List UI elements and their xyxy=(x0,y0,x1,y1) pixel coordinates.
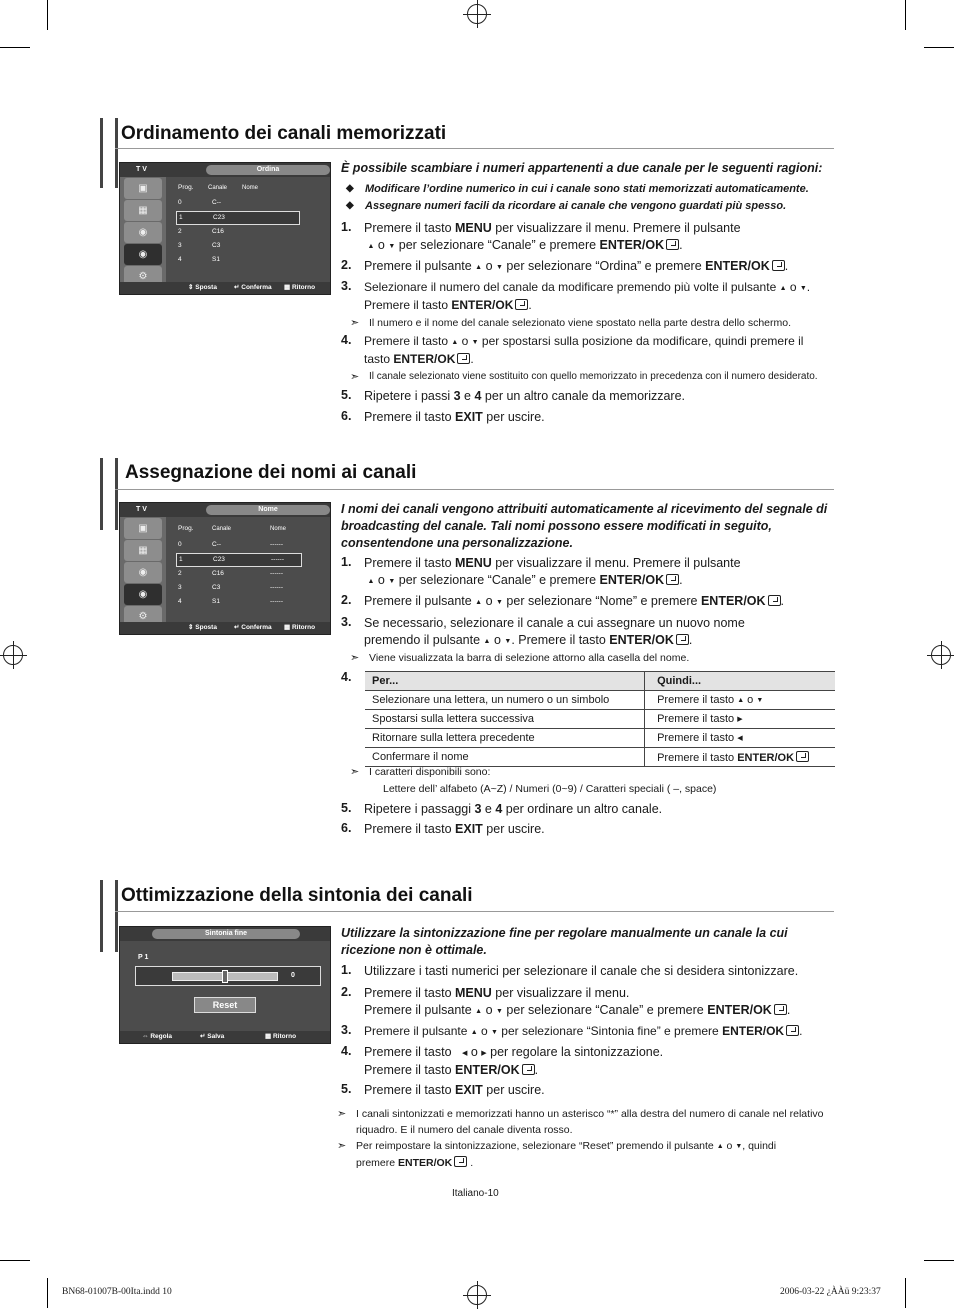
note-arrow-icon: ➣ xyxy=(350,766,360,778)
channel-menu-icon: ◉ xyxy=(124,584,162,605)
enter-icon xyxy=(457,353,470,364)
osd-sintonia-screenshot: Sintonia fine P 1 0 Reset ⇔ Regola ↵ Salva ▦ Ritorno xyxy=(119,926,331,1044)
step-2: Premere il pulsante ▲ o ▼ per selezionare “Nome” e premere ENTER/OK . xyxy=(364,593,834,611)
step-2: Premere il tasto MENU per visualizzare il menu. Premere il pulsante ▲ o ▼ per selezionare “Canale” e premere ENTER/OK . xyxy=(364,985,834,1020)
step-3: Selezionare il numero del canale da modificare premendo più volte il pulsante ▲ o ▼ . Premere il tasto ENTER/OK . xyxy=(364,279,834,314)
osd-row: 4 S1 ------ xyxy=(178,598,283,605)
registration-mark-icon xyxy=(467,1285,487,1305)
slider-handle[interactable] xyxy=(222,970,228,983)
note: ➣ Il numero e il nome del canale selezionato viene spostato nella parte destra dello schermo. xyxy=(350,317,791,329)
note-continuation: Lettere dell’ alfabeto (A~Z) / Numeri (0~9) / Caratteri speciali ( –, space) xyxy=(383,783,717,795)
enter-icon xyxy=(768,595,781,606)
osd-header: Sintonia fine xyxy=(152,929,300,939)
up-arrow-icon xyxy=(471,1024,478,1038)
step-6: Premere il tasto EXIT per uscire. xyxy=(364,410,545,424)
enter-icon xyxy=(454,1156,467,1167)
crop-mark xyxy=(0,1260,30,1261)
setup-menu-icon: ◉ xyxy=(124,562,162,583)
osd-row: 0 C-- ------ xyxy=(178,541,283,548)
registration-mark-icon xyxy=(467,4,487,24)
enter-icon xyxy=(772,260,785,271)
note: ➣ Viene visualizzata la barra di selezione attorno alla casella del nome. xyxy=(350,652,690,664)
crop-mark xyxy=(905,1278,906,1308)
table-row: Selezionare una lettera, un numero o un simbolo Premere il tasto ▲ o ▼ xyxy=(365,691,835,710)
osd-row: 2 C16 xyxy=(178,228,224,235)
step-6: Premere il tasto EXIT per uscire. xyxy=(364,822,545,836)
osd-ordina-screenshot: T V Ordina ▣ ▦ ◉ ◉ ⚙ Prog. Canale Nome 0 C-- 1 C23 2 C16 3 C3 4 S1 ⇕ Sposta ↵ Conferma ▦ Ritorno xyxy=(119,162,331,295)
table-row: Ritornare sulla lettera precedente Premere il tasto ◀ xyxy=(365,729,835,748)
enter-icon xyxy=(676,634,689,645)
note: ➣ I caratteri disponibili sono: xyxy=(350,766,491,778)
print-slug-left: BN68-01007B-00Ita.indd 10 xyxy=(62,1287,172,1297)
bullet-item: ◆ Modificare l’ordine numerico in cui i canale sono stati memorizzati automaticamente. xyxy=(365,183,809,195)
down-arrow-icon xyxy=(472,334,479,348)
osd-footer: ⇕ Sposta ↵ Conferma ▦ Ritorno xyxy=(120,282,330,294)
osd-row-selected: 1 C23 xyxy=(176,211,300,225)
step-4: Premere il tasto ◀ o ▶ per regolare la sintonizzazione. Premere il tasto ENTER/OK . xyxy=(364,1044,834,1079)
down-arrow-icon xyxy=(496,594,503,608)
section-title-ottimizzazione: Ottimizzazione della sintonia dei canali xyxy=(121,885,473,906)
crop-mark xyxy=(47,1278,48,1308)
step-1: Premere il tasto MENU per visualizzare il menu. Premere il pulsante ▲ o ▼ per selezionare “Canale” e premere ENTER/OK . xyxy=(364,555,834,590)
down-arrow-icon xyxy=(491,1024,498,1038)
osd-header: Nome xyxy=(206,505,330,515)
osd-row: 2 C16 ------ xyxy=(178,570,283,577)
section-title-ordinamento: Ordinamento dei canali memorizzati xyxy=(121,123,447,144)
enter-icon xyxy=(774,1004,787,1015)
table-row: Spostarsi sulla lettera successiva Premere il tasto ▶ xyxy=(365,710,835,729)
crop-mark xyxy=(0,47,30,48)
intro-text: È possibile scambiare i numeri appartenenti a due canale per le seguenti ragioni: xyxy=(341,161,823,175)
gear-icon: ⚙ xyxy=(124,266,162,287)
step-1: Utilizzare i tasti numerici per selezionare il canale che si desidera sintonizzare. xyxy=(364,964,799,978)
page-number: Italiano-10 xyxy=(452,1188,499,1199)
table-row: Confermare il nome Premere il tasto ENTER/OK xyxy=(365,748,835,767)
step-4: Premere il tasto ▲ o ▼ per spostarsi sulla posizione da modificare, quindi premere il tasto ENTER/OK . xyxy=(364,333,834,368)
enter-icon xyxy=(786,1025,799,1036)
sound-menu-icon: ▦ xyxy=(124,540,162,561)
osd-row: 0 C-- xyxy=(178,199,222,206)
osd-footer: ⇕ Sposta ↵ Conferma ▦ Ritorno xyxy=(120,622,330,634)
note-arrow-icon: ➣ xyxy=(350,371,360,383)
section-rule xyxy=(115,148,834,149)
up-arrow-icon xyxy=(717,1140,724,1152)
channel-menu-icon: ◉ xyxy=(124,244,162,265)
note: ➣ Il canale selezionato viene sostituito con quello memorizzato in precedenza con il numero desiderato. xyxy=(350,371,818,383)
note-arrow-icon: ➣ xyxy=(337,1108,347,1120)
osd-menu-icons xyxy=(120,517,166,622)
note-arrow-icon: ➣ xyxy=(337,1140,347,1152)
enter-icon xyxy=(515,299,528,310)
down-arrow-icon xyxy=(496,1003,503,1017)
gear-icon: ⚙ xyxy=(124,606,162,627)
osd-row: 4 S1 xyxy=(178,256,220,263)
print-slug-right: 2006-03-22 ¿ÀÀü 9:23:37 xyxy=(780,1287,881,1297)
step-3: Premere il pulsante ▲ o ▼ per selezionare “Sintonia fine” e premere ENTER/OK . xyxy=(364,1023,834,1041)
osd-header: Ordina xyxy=(206,165,330,175)
step-2: Premere il pulsante ▲ o ▼ per selezionare “Ordina” e premere ENTER/OK . xyxy=(364,258,834,276)
registration-mark-icon xyxy=(931,645,951,665)
step-5: Ripetere i passaggi 3 e 4 per ordinare un altro canale. xyxy=(364,802,663,816)
down-arrow-icon xyxy=(756,694,763,706)
crop-mark xyxy=(905,0,906,30)
osd-row: 3 C3 xyxy=(178,242,221,249)
section-bar xyxy=(100,118,118,188)
enter-icon xyxy=(796,751,809,762)
osd-nome-screenshot: T V Nome ▣ ▦ ◉ ◉ ⚙ Prog. Canale Nome 0 C-- ------ 1 C23 ------ 2 C16 ------ 3 C3 ------ 4 S1 ------ ⇕ Sposta ↵ Conferma ▦ Ritorno xyxy=(119,502,331,635)
fine-tune-box: 0 xyxy=(135,966,321,986)
section-bar xyxy=(100,458,118,530)
down-arrow-icon xyxy=(496,259,503,273)
sound-menu-icon: ▦ xyxy=(124,200,162,221)
step-5: Ripetere i passi 3 e 4 per un altro canale da memorizzare. xyxy=(364,389,686,403)
crop-mark xyxy=(47,0,48,30)
left-arrow-icon xyxy=(737,732,742,744)
osd-footer: ⇔ Regola ↵ Salva ▦ Ritorno xyxy=(120,1031,330,1043)
step-1: Premere il tasto MENU per visualizzare il menu. Premere il pulsante ▲ o ▼ per selezionare “Canale” e premere ENTER/OK . xyxy=(364,220,834,255)
key-function-table: Per... Quindi... Selezionare una lettera, un numero o un simbolo Premere il tasto ▲ o ▼ Spostarsi sulla lettera successiva Premere il tasto ▶ Ritornare sulla lettera precedente Premere il tasto ◀ Confermare il nome Premere il tasto ENTER/OK xyxy=(365,671,835,767)
right-arrow-icon xyxy=(737,713,742,725)
osd-menu-icons xyxy=(120,177,166,282)
note-arrow-icon: ➣ xyxy=(350,652,360,664)
crop-mark xyxy=(924,47,954,48)
intro-text: Utilizzare la sintonizzazione fine per regolare manualmente un canale la cui ricezione non è ottimale. xyxy=(341,926,788,957)
osd-row: 3 C3 ------ xyxy=(178,584,283,591)
section-rule xyxy=(115,489,834,490)
picture-menu-icon: ▣ xyxy=(124,178,162,199)
note: ➣ Per reimpostare la sintonizzazione, selezionare “Reset” premendo il pulsante ▲ o ▼ , quindi premere ENTER/OK . xyxy=(356,1138,834,1171)
section-title-assegnazione: Assegnazione dei nomi ai canali xyxy=(125,462,417,483)
intro-text: I nomi dei canali vengono attribuiti automaticamente al ricevimento del segnale di broadcasting del canale. Tali nomi possono essere modificati in seguito, consentendone una personalizzazione. xyxy=(341,502,828,550)
bullet-item: ◆ Assegnare numeri facili da ricordare ai canale che vengono guardati più spesso. xyxy=(365,200,786,212)
crop-mark xyxy=(924,1260,954,1261)
enter-icon xyxy=(666,574,679,585)
enter-icon xyxy=(666,239,679,250)
section-bar xyxy=(100,880,118,952)
setup-menu-icon: ◉ xyxy=(124,222,162,243)
enter-icon xyxy=(522,1064,535,1075)
note-arrow-icon: ➣ xyxy=(350,317,360,329)
note: ➣ I canali sintonizzati e memorizzati hanno un asterisco “*” alla destra del numero di canale nel relativo riquadro. E il numero del canale diventa rosso. xyxy=(337,1108,824,1136)
step-3: Se necessario, selezionare il canale a cui assegnare un nuovo nome premendo il pulsante ▲ o ▼ . Premere il tasto ENTER/OK . xyxy=(364,615,834,650)
section-rule xyxy=(115,911,834,912)
up-arrow-icon xyxy=(780,280,787,294)
down-arrow-icon xyxy=(800,280,807,294)
step-5: Premere il tasto EXIT per uscire. xyxy=(364,1083,545,1097)
registration-mark-icon xyxy=(3,645,23,665)
picture-menu-icon: ▣ xyxy=(124,518,162,539)
reset-button[interactable]: Reset xyxy=(194,997,256,1013)
osd-row-selected: 1 C23 ------ xyxy=(176,553,302,567)
